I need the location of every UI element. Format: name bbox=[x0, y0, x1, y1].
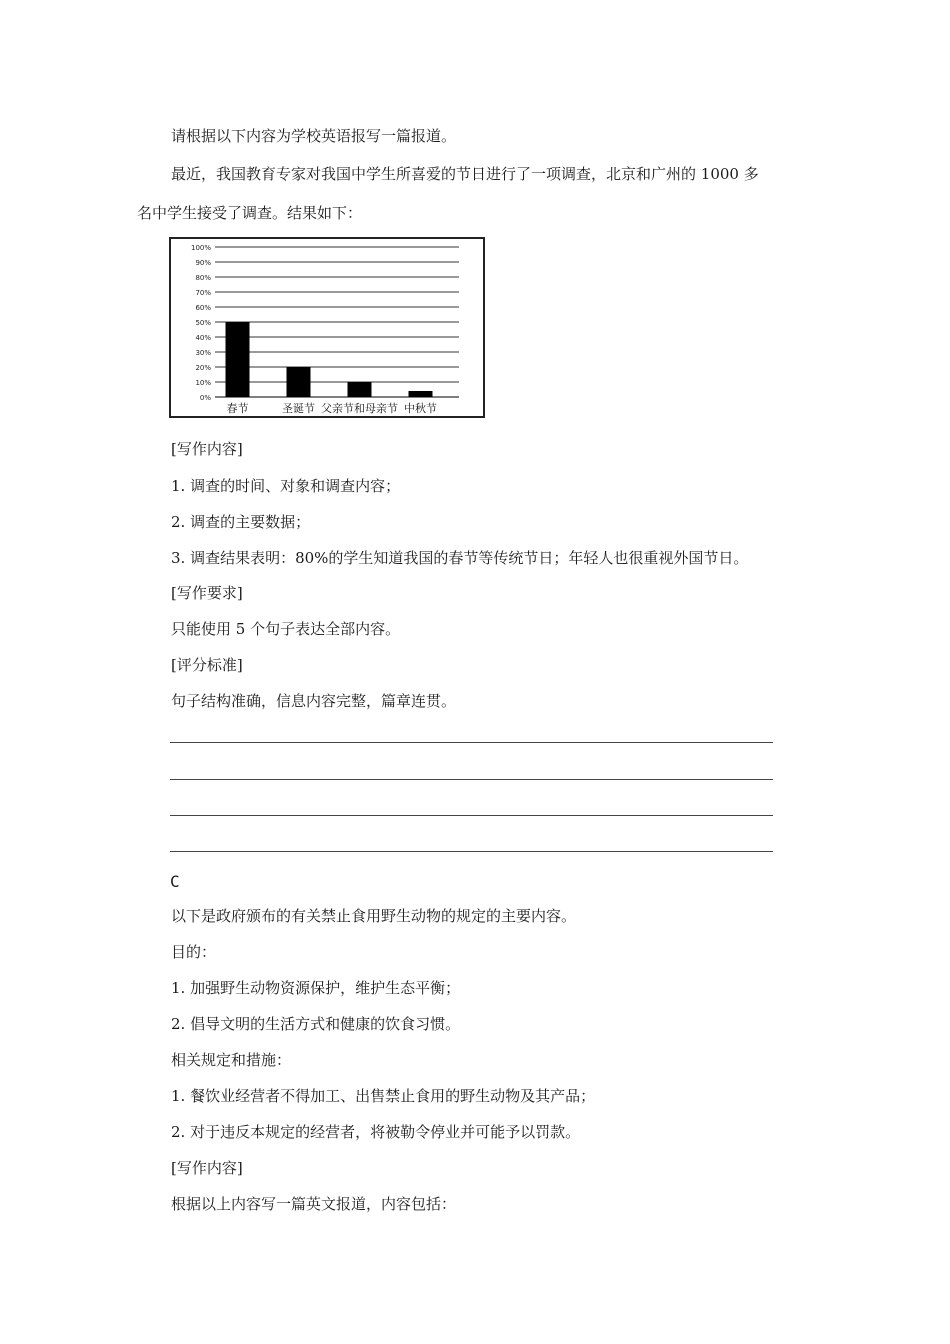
bar-3 bbox=[348, 382, 372, 397]
content-item-2: 2. 调查的主要数据； bbox=[171, 513, 311, 531]
scoring-criteria-text: 句子结构准确，信息内容完整，篇章连贯。 bbox=[171, 692, 457, 710]
measure-item-1: 1. 餐饮业经营者不得加工、出售禁止食用的野生动物及其产品； bbox=[171, 1087, 596, 1105]
content-item-1: 1. 调查的时间、对象和调查内容； bbox=[171, 477, 401, 495]
bar-2 bbox=[287, 367, 311, 397]
purpose-item-1: 1. 加强野生动物资源保护，维护生态平衡； bbox=[171, 979, 461, 997]
measures-heading: 相关规定和措施： bbox=[171, 1051, 292, 1069]
purpose-item-2: 2. 倡导文明的生活方式和健康的饮食习惯。 bbox=[171, 1015, 461, 1033]
bar-4 bbox=[409, 391, 433, 397]
section-c-intro: 以下是政府颁布的有关禁止食用野生动物的规定的主要内容。 bbox=[171, 907, 577, 925]
task-instruction: 请根据以下内容为学校英语报写一篇报道。 bbox=[171, 127, 457, 145]
survey-description-line1: 最近，我国教育专家对我国中学生所喜爱的节日进行了一项调查，北京和广州的 1000 多 bbox=[171, 165, 759, 183]
content-item-3: 3. 调查结果表明：80%的学生知道我国的春节等传统节日；年轻人也很重视外国节日。 bbox=[171, 549, 749, 567]
x-category-label: 父亲节和母亲节 bbox=[321, 402, 398, 415]
scoring-criteria-heading: [评分标准] bbox=[171, 656, 243, 674]
measure-item-2: 2. 对于违反本规定的经营者，将被勒令停业并可能予以罚款。 bbox=[171, 1123, 581, 1141]
y-tick-label: 80% bbox=[195, 274, 211, 282]
x-category-label: 圣诞节 bbox=[282, 402, 315, 415]
answer-line[interactable] bbox=[170, 851, 773, 852]
answer-line[interactable] bbox=[170, 815, 773, 816]
writing-requirement-heading: [写作要求] bbox=[171, 584, 243, 602]
bar-chart-svg bbox=[171, 239, 483, 416]
answer-line[interactable] bbox=[170, 742, 773, 743]
y-tick-label: 40% bbox=[195, 334, 211, 342]
y-tick-label: 70% bbox=[195, 289, 211, 297]
survey-description-line2: 名中学生接受了调查。结果如下： bbox=[137, 204, 363, 222]
y-tick-label: 30% bbox=[195, 349, 211, 357]
y-tick-label: 0% bbox=[199, 394, 211, 402]
y-tick-label: 100% bbox=[190, 244, 211, 252]
x-category-label: 春节 bbox=[226, 402, 249, 415]
y-tick-label: 90% bbox=[195, 259, 211, 267]
writing-content-heading: [写作内容] bbox=[171, 440, 243, 458]
section-c-writing-content-heading: [写作内容] bbox=[171, 1159, 243, 1177]
writing-requirement-text: 只能使用 5 个句子表达全部内容。 bbox=[171, 620, 401, 638]
x-category-label: 中秋节 bbox=[404, 402, 437, 415]
y-tick-label: 60% bbox=[195, 304, 211, 312]
bar-1 bbox=[226, 322, 250, 397]
y-tick-label: 20% bbox=[195, 364, 211, 372]
purpose-heading: 目的： bbox=[171, 943, 217, 961]
festival-survey-chart bbox=[169, 237, 485, 418]
section-c-label: C bbox=[170, 872, 180, 891]
section-c-writing-content-text: 根据以上内容写一篇英文报道，内容包括： bbox=[171, 1195, 457, 1213]
y-tick-label: 10% bbox=[195, 379, 211, 387]
y-tick-label: 50% bbox=[195, 319, 211, 327]
answer-line[interactable] bbox=[170, 779, 773, 780]
